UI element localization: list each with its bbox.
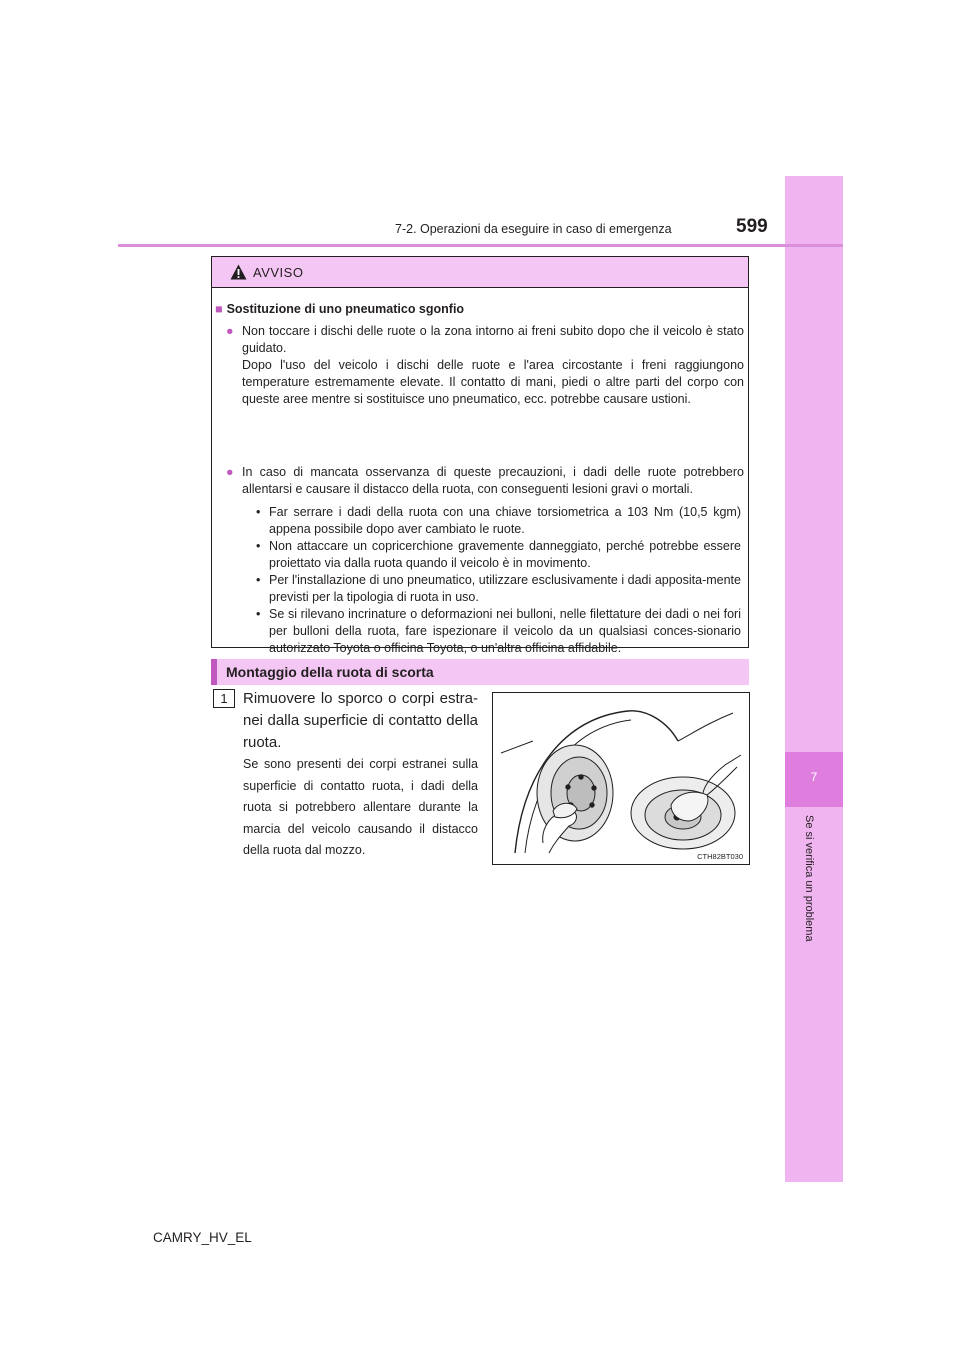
chapter-side-tab	[785, 176, 843, 1182]
warning-title: AVVISO	[253, 265, 304, 280]
model-code: CAMRY_HV_EL	[153, 1230, 252, 1245]
warning-bullet	[226, 464, 744, 498]
warning-header	[212, 257, 748, 288]
bullet-text: Non toccare i dischi delle ruote o la zona intorno ai freni subito dopo che il veicolo è stato guidato.	[242, 324, 744, 355]
list-item: • Non attaccare un copricerchione gravemente danneggiato, perché potrebbe essere proiettato via dalla ruota quando il veicolo è in movimento.	[256, 539, 741, 570]
square-bullet-icon: ■	[215, 302, 223, 316]
chapter-number: 7	[810, 770, 818, 784]
list-item: • Per l'installazione di uno pneumatico, utilizzare esclusivamente i dadi apposita-mente previsti per la tipologia di ruota in uso.	[256, 573, 741, 604]
wheel-hub-drawing	[493, 693, 749, 864]
header-rule	[118, 244, 843, 247]
list-item: • Far serrare i dadi della ruota con una chiave torsiometrica a 103 Nm (10,5 kgm) appena possibile dopo aver cambiato le ruote.	[256, 505, 741, 536]
chapter-title: Se si verifica un problema	[803, 815, 815, 942]
bullet-text: Dopo l'uso del veicolo i dischi delle ruote e l'area circostante i freni raggiungono temperature estremamente elevate. Il contatto di mani, piedi o altre parti del corpo con queste aree mentre si sostituisce uno pneumatico, ecc. potrebbe causare ustioni.	[242, 358, 744, 406]
step-number: 1	[213, 689, 235, 708]
section-heading-accent	[211, 659, 217, 685]
warning-bullet	[226, 323, 744, 408]
section-breadcrumb: 7-2. Operazioni da eseguire in caso di emergenza	[395, 222, 672, 236]
dot-bullet-icon: ●	[226, 324, 234, 338]
warning-triangle-icon	[230, 264, 247, 280]
illustration-code: CTH82BT030	[697, 852, 743, 861]
section-title: Montaggio della ruota di scorta	[226, 664, 434, 680]
bullet-text: In caso di mancata osservanza di queste precauzioni, i dadi delle ruote potrebbero allentarsi e causare il distacco della ruota, con conseguenti lesioni gravi o mortali.	[242, 465, 744, 496]
warning-subheading: ■ Sostituzione di uno pneumatico sgonfio	[215, 302, 465, 316]
warning-box	[211, 256, 749, 655]
step-note: Se sono presenti dei corpi estranei sulla superficie di contatto ruota, i dadi della ruota si potrebbero allentare durante la marcia del veicolo causando il distacco della ruota dal mozzo.	[243, 757, 478, 857]
dot-bullet-icon: ●	[226, 465, 234, 479]
warning-sub-list	[256, 504, 741, 657]
wheel-cleaning-illustration	[492, 692, 750, 865]
list-item: • Se si rilevano incrinature o deformazioni nei bulloni, nelle filettature dei dadi o nei fori per bulloni della ruota, fare ispezionare il veicolo da un qualsiasi conces-sionario autorizzato Toyota o officina Toyota, o un'altra officina affidabile.	[256, 607, 741, 655]
step-instruction: Rimuovere lo sporco o corpi estra-nei dalla superficie di contatto della ruota.	[243, 690, 478, 751]
page-number: 599	[736, 216, 768, 237]
